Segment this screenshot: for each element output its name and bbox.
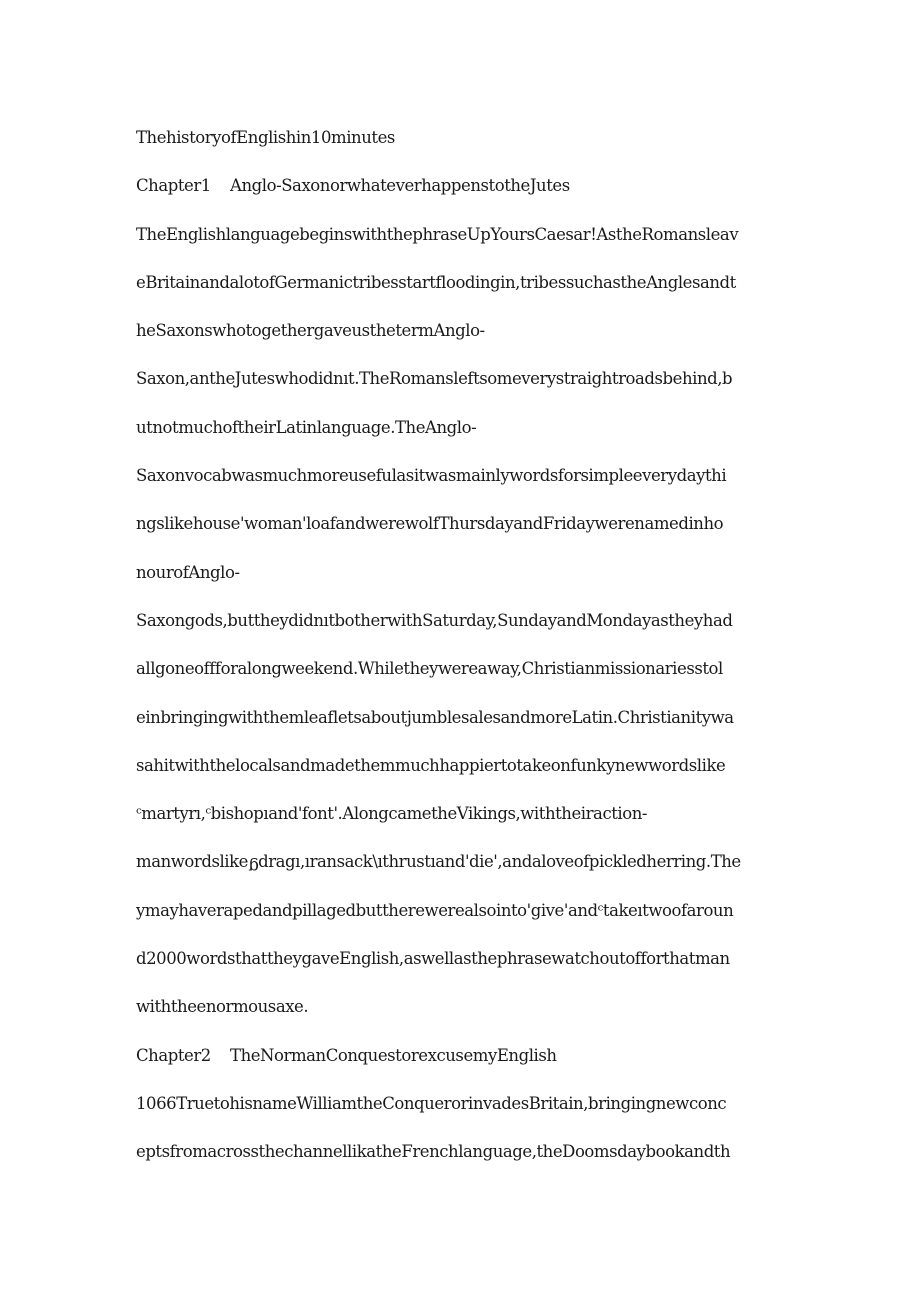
chapter-2-heading: Chapter2 TheNormanConquestorexcusemyEnglish (136, 1045, 557, 1065)
body-line: eBritainandalotofGermanictribesstartfloodingin,tribessuchastheAnglesandt (136, 272, 736, 292)
body-line: ymayhaverapedandpillagedbuttherewerealsointo'give'andᶜtakeıtwoofaroun (136, 900, 734, 920)
body-line: 1066TruetohisnameWilliamtheConquerorinvadesBritain,bringingnewconc (136, 1093, 727, 1113)
body-line: heSaxonswhotogethergaveusthetermAnglo- (136, 321, 485, 341)
body-line: ᶜmartyrı,ᶜbishopıand'font'.AlongcametheVikings,withtheiraction- (136, 804, 648, 824)
body-line: sahitwiththelocalsandmadethemmuchhappiertotakeonfunkynewwordslike (136, 755, 726, 775)
body-line: utnotmuchoftheirLatinlanguage.TheAnglo- (136, 417, 477, 437)
chapter-1-heading: Chapter1 Anglo-SaxonorwhateverhappenstotheJutes (136, 176, 570, 196)
body-line: Saxon,antheJuteswhodidnıt.TheRomansleftsomeverystraightroadsbehind,b (136, 369, 733, 389)
body-line: Saxongods,buttheydidnıtbotherwithSaturday,SundayandMondayastheyhad (136, 610, 733, 630)
body-line: einbringingwiththemleafletsaboutjumblesalesandmoreLatin.Christianitywa (136, 707, 734, 727)
body-line: manwordslikeᵷdragı,ıransack\ıthrustıand'die',andaloveofpickledherring.The (136, 852, 741, 872)
body-line: d2000wordsthattheygaveEnglish,aswellasthephrasewatchoutofforthatman (136, 949, 730, 969)
document-body (136, 124, 786, 1187)
body-line: eptsfromacrossthechannellikatheFrenchlanguage,theDoomsdaybookandth (136, 1142, 731, 1162)
body-line: TheEnglishlanguagebeginswiththephraseUpYoursCaesar!AstheRomansleav (136, 224, 739, 244)
body-line: ngslikehouse'woman'loafandwerewolfThursdayandFridaywerenamedinho (136, 514, 724, 534)
body-line: Saxonvocabwasmuchmoreusefulasitwasmainlywordsforsimpleeverydaythi (136, 466, 727, 486)
body-line: withtheenormousaxe. (136, 997, 309, 1017)
body-line: allgoneoffforalongweekend.Whiletheywereaway,Christianmissionariesstol (136, 659, 723, 679)
body-line: nourofAnglo- (136, 562, 240, 582)
document-title: ThehistoryofEnglishin10minutes (136, 128, 395, 147)
